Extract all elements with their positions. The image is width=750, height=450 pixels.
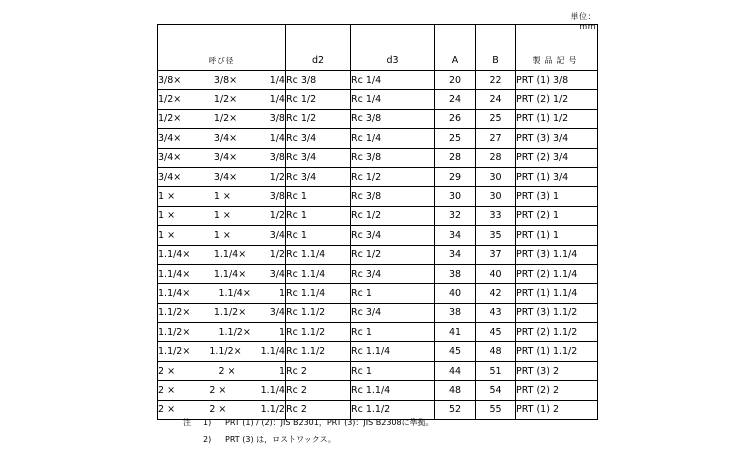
spec-table [157, 24, 598, 420]
cell-d2: Rc 1.1/4 [286, 264, 351, 283]
table-row [158, 323, 598, 342]
notes [183, 414, 434, 448]
cell-d2: Rc 2 [286, 400, 351, 419]
nominal-part: 1/2 [269, 249, 285, 261]
nominal-part: 1 × [158, 210, 176, 222]
cell-d2: Rc 3/8 [286, 71, 351, 90]
cell-mark: PRT (1) 1 [516, 226, 598, 245]
nominal-part: 2 × [209, 404, 227, 416]
nominal-part: 1.1/2× [158, 346, 191, 358]
cell-nominal [158, 245, 286, 264]
cell-b: 55 [476, 400, 516, 419]
table-row [158, 206, 598, 225]
nominal-part: 1.1/2× [158, 307, 191, 319]
cell-b: 28 [476, 148, 516, 167]
nominal-part: 3/4× [158, 171, 182, 183]
cell-d3: Rc 1.1/2 [351, 400, 435, 419]
nominal-part: 1.1/2× [218, 326, 251, 338]
nominal-part: 1.1/4× [158, 249, 191, 261]
cell-nominal [158, 71, 286, 90]
table-row [158, 381, 598, 400]
cell-nominal [158, 109, 286, 128]
cell-mark: PRT (1) 1.1/2 [516, 342, 598, 361]
nominal-part: 2 × [209, 384, 227, 396]
nominal-part: 1.1/4× [213, 249, 247, 261]
table-row [158, 245, 598, 264]
nominal-part: 1 × [213, 210, 231, 222]
cell-d2: Rc 3/4 [286, 167, 351, 186]
header-mark: 製品記号 [516, 25, 598, 71]
cell-mark: PRT (3) 3/4 [516, 129, 598, 148]
note-number: 1) [203, 418, 212, 427]
cell-mark: PRT (1) 2 [516, 400, 598, 419]
nominal-part: 1 × [158, 229, 176, 241]
table-row [158, 167, 598, 186]
cell-b: 54 [476, 381, 516, 400]
cell-d2: Rc 1.1/4 [286, 284, 351, 303]
cell-d3: Rc 3/8 [351, 109, 435, 128]
cell-mark: PRT (3) 1.1/4 [516, 245, 598, 264]
table-row [158, 284, 598, 303]
nominal-part: 1/2× [213, 94, 238, 106]
nominal-part: 1/2× [213, 113, 238, 125]
nominal-part: 1/2 [269, 210, 285, 222]
cell-b: 40 [476, 264, 516, 283]
nominal-part: 3/8× [158, 74, 182, 86]
cell-mark: PRT (1) 3/8 [516, 71, 598, 90]
nominal-part: 3/4 [269, 307, 285, 319]
nominal-part: 2 × [158, 365, 176, 377]
cell-d3: Rc 1/2 [351, 167, 435, 186]
cell-d3: Rc 3/4 [351, 303, 435, 322]
cell-d2: Rc 2 [286, 361, 351, 380]
header-b: B [476, 25, 516, 71]
nominal-part: 1.1/2× [213, 307, 247, 319]
cell-a: 44 [435, 361, 476, 380]
cell-d2: Rc 1.1/2 [286, 342, 351, 361]
cell-b: 51 [476, 361, 516, 380]
nominal-part: 1.1/4× [218, 287, 251, 299]
header-a: A [435, 25, 476, 71]
cell-mark: PRT (2) 1 [516, 206, 598, 225]
cell-nominal [158, 129, 286, 148]
cell-d3: Rc 1.1/4 [351, 381, 435, 400]
cell-a: 32 [435, 206, 476, 225]
table-row [158, 109, 598, 128]
header-row [158, 25, 598, 71]
nominal-part: 1 [278, 326, 285, 338]
nominal-part: 3/4 [269, 229, 285, 241]
nominal-part: 3/4× [158, 132, 182, 144]
cell-d2: Rc 1 [286, 226, 351, 245]
nominal-part: 1 × [213, 229, 231, 241]
nominal-part: 1 [278, 365, 285, 377]
cell-nominal [158, 187, 286, 206]
cell-mark: PRT (3) 1.1/2 [516, 303, 598, 322]
cell-a: 24 [435, 90, 476, 109]
nominal-part: 1.1/2× [209, 346, 242, 358]
cell-d3: Rc 3/8 [351, 187, 435, 206]
cell-a: 20 [435, 71, 476, 90]
nominal-part: 1/2× [158, 94, 182, 106]
cell-b: 22 [476, 71, 516, 90]
note-number: 2) [203, 435, 212, 444]
cell-b: 27 [476, 129, 516, 148]
nominal-part: 3/4× [213, 132, 238, 144]
nominal-part: 1.1/4× [158, 268, 191, 280]
nominal-part: 1.1/4× [158, 287, 191, 299]
cell-d3: Rc 1 [351, 323, 435, 342]
cell-d2: Rc 3/4 [286, 148, 351, 167]
cell-d2: Rc 2 [286, 381, 351, 400]
cell-b: 30 [476, 167, 516, 186]
cell-a: 34 [435, 245, 476, 264]
nominal-part: 1/4 [269, 94, 285, 106]
nominal-part: 1/2× [158, 113, 182, 125]
cell-nominal [158, 264, 286, 283]
cell-d3: Rc 1/2 [351, 206, 435, 225]
cell-nominal [158, 284, 286, 303]
cell-mark: PRT (2) 2 [516, 381, 598, 400]
cell-b: 33 [476, 206, 516, 225]
cell-a: 41 [435, 323, 476, 342]
cell-b: 42 [476, 284, 516, 303]
cell-a: 38 [435, 303, 476, 322]
cell-d2: Rc 1 [286, 187, 351, 206]
cell-a: 40 [435, 284, 476, 303]
cell-d3: Rc 1.1/4 [351, 342, 435, 361]
cell-b: 35 [476, 226, 516, 245]
header-d3: d3 [351, 25, 435, 71]
nominal-part: 3/4× [213, 171, 238, 183]
nominal-part: 1/4 [269, 74, 285, 86]
nominal-part: 3/8 [269, 152, 285, 164]
cell-d3: Rc 3/4 [351, 264, 435, 283]
header-nominal: 呼び径 [158, 25, 286, 71]
nominal-part: 1 × [213, 191, 231, 203]
cell-b: 24 [476, 90, 516, 109]
nominal-part: 1 × [158, 191, 176, 203]
table-row [158, 226, 598, 245]
cell-a: 45 [435, 342, 476, 361]
cell-d2: Rc 1 [286, 206, 351, 225]
nominal-part: 1.1/4× [213, 268, 247, 280]
cell-d3: Rc 1 [351, 361, 435, 380]
cell-d3: Rc 1/4 [351, 71, 435, 90]
nominal-part: 3/4× [213, 152, 238, 164]
nominal-part: 3/8× [213, 74, 238, 86]
cell-nominal [158, 303, 286, 322]
nominal-part: 3/8 [269, 191, 285, 203]
cell-b: 45 [476, 323, 516, 342]
note-mark: 注 [183, 418, 191, 427]
table-row [158, 303, 598, 322]
table-row [158, 129, 598, 148]
table-row [158, 342, 598, 361]
cell-a: 52 [435, 400, 476, 419]
cell-d3: Rc 1/4 [351, 129, 435, 148]
cell-b: 48 [476, 342, 516, 361]
cell-mark: PRT (1) 3/4 [516, 167, 598, 186]
cell-mark: PRT (2) 1.1/4 [516, 264, 598, 283]
nominal-part: 1/2 [269, 171, 285, 183]
note-item [183, 431, 434, 448]
table-row [158, 148, 598, 167]
cell-d2: Rc 1/2 [286, 90, 351, 109]
nominal-part: 3/4 [269, 268, 285, 280]
cell-mark: PRT (2) 3/4 [516, 148, 598, 167]
cell-a: 25 [435, 129, 476, 148]
note-text: PRT (1) / (2)：JIS B2301，PRT (3)：JIS B2308に準拠。 [225, 418, 434, 427]
table-body [158, 71, 598, 420]
nominal-part: 1.1/2 [260, 404, 285, 416]
table-row [158, 90, 598, 109]
nominal-part: 3/4× [158, 152, 182, 164]
cell-nominal [158, 148, 286, 167]
cell-a: 30 [435, 187, 476, 206]
table-row [158, 187, 598, 206]
cell-nominal [158, 206, 286, 225]
nominal-part: 2 × [158, 404, 176, 416]
cell-d3: Rc 1/4 [351, 90, 435, 109]
cell-d2: Rc 1.1/2 [286, 323, 351, 342]
cell-nominal [158, 226, 286, 245]
cell-d2: Rc 3/4 [286, 129, 351, 148]
cell-a: 34 [435, 226, 476, 245]
cell-d2: Rc 1.1/2 [286, 303, 351, 322]
cell-a: 28 [435, 148, 476, 167]
nominal-part: 1 [278, 287, 285, 299]
unit-label: 単位：mm [570, 12, 596, 31]
cell-b: 43 [476, 303, 516, 322]
cell-b: 25 [476, 109, 516, 128]
nominal-part: 2 × [218, 365, 236, 377]
cell-mark: PRT (3) 1 [516, 187, 598, 206]
cell-d3: Rc 1 [351, 284, 435, 303]
nominal-part: 1.1/4 [260, 384, 285, 396]
cell-a: 26 [435, 109, 476, 128]
note-item [183, 414, 434, 431]
cell-mark: PRT (1) 1.1/4 [516, 284, 598, 303]
cell-nominal [158, 361, 286, 380]
cell-a: 38 [435, 264, 476, 283]
cell-nominal [158, 381, 286, 400]
cell-d2: Rc 1/2 [286, 109, 351, 128]
cell-d3: Rc 3/8 [351, 148, 435, 167]
cell-nominal [158, 90, 286, 109]
cell-nominal [158, 167, 286, 186]
table-row [158, 361, 598, 380]
note-text: PRT (3) は，ロストワックス。 [225, 435, 336, 444]
cell-b: 37 [476, 245, 516, 264]
cell-d3: Rc 1/2 [351, 245, 435, 264]
cell-nominal [158, 323, 286, 342]
cell-d2: Rc 1.1/4 [286, 245, 351, 264]
nominal-part: 3/8 [269, 113, 285, 125]
cell-mark: PRT (1) 1/2 [516, 109, 598, 128]
cell-mark: PRT (2) 1.1/2 [516, 323, 598, 342]
nominal-part: 1.1/4 [260, 346, 285, 358]
cell-b: 30 [476, 187, 516, 206]
header-d2: d2 [286, 25, 351, 71]
nominal-part: 2 × [158, 384, 176, 396]
table-row [158, 71, 598, 90]
cell-mark: PRT (2) 1/2 [516, 90, 598, 109]
nominal-part: 1.1/2× [158, 326, 191, 338]
nominal-part: 1/4 [269, 132, 285, 144]
cell-a: 48 [435, 381, 476, 400]
cell-nominal [158, 342, 286, 361]
table-row [158, 264, 598, 283]
cell-mark: PRT (3) 2 [516, 361, 598, 380]
cell-d3: Rc 3/4 [351, 226, 435, 245]
cell-a: 29 [435, 167, 476, 186]
